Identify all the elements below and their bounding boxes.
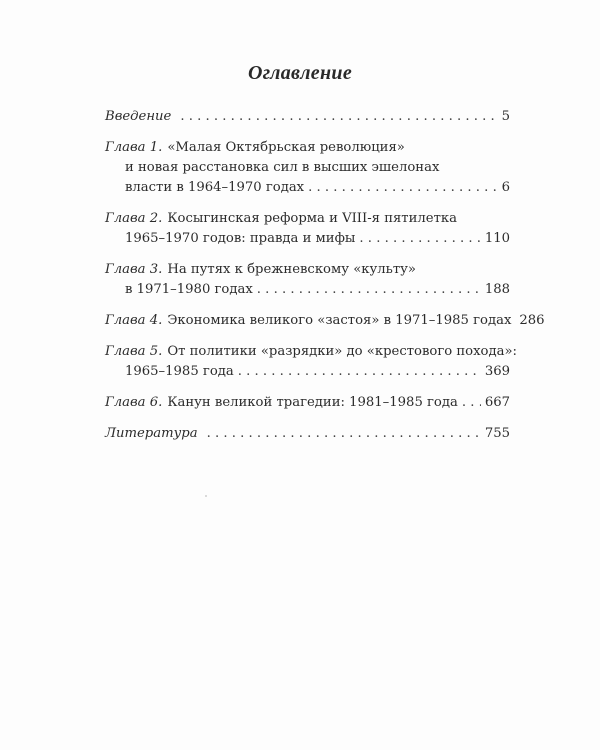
toc-line	[105, 158, 510, 178]
page-number: 755	[484, 426, 510, 441]
page-number: 110	[484, 231, 510, 246]
toc-line	[105, 178, 510, 198]
toc-entry-chapter-4[interactable]	[105, 311, 545, 331]
page-title: Оглавление	[247, 62, 352, 84]
chapter-title-line: в 1971–1980 годах	[125, 282, 253, 297]
toc-line	[105, 424, 510, 444]
entry-label: Литература	[105, 426, 198, 441]
table-of-contents	[105, 107, 545, 455]
toc-line	[105, 342, 517, 362]
chapter-label: Глава 6.	[105, 395, 163, 410]
page-number: 369	[484, 364, 510, 379]
chapter-title-line: Канун великой трагедии: 1981–1985 года	[167, 395, 458, 410]
toc-entry-chapter-6[interactable]	[105, 393, 510, 413]
chapter-label: Глава 4.	[105, 313, 163, 328]
toc-line	[105, 138, 510, 158]
toc-line	[105, 107, 510, 127]
page-number: 5	[501, 109, 510, 124]
dot-leader	[462, 393, 481, 413]
toc-line	[105, 260, 510, 280]
toc-entry-chapter-1[interactable]	[105, 138, 510, 198]
chapter-title-line: и новая расстановка сил в высших эшелонах	[125, 160, 440, 175]
toc-line	[105, 209, 510, 229]
dot-leader	[359, 229, 480, 249]
toc-line	[105, 311, 545, 331]
chapter-title-line: 1965–1970 годов: правда и мифы	[125, 231, 356, 246]
page-number: 188	[484, 282, 510, 297]
dot-leader	[238, 362, 481, 382]
chapter-title-line: «Малая Октябрьская революция»	[167, 140, 405, 155]
dot-leader	[207, 424, 481, 444]
chapter-label: Глава 2.	[105, 211, 163, 226]
page-number: 286	[519, 313, 545, 328]
dot-leader	[308, 178, 497, 198]
toc-entry-literature[interactable]	[105, 424, 510, 444]
toc-entry-chapter-5[interactable]	[105, 342, 517, 382]
chapter-title-line: власти в 1964–1970 годах	[125, 180, 305, 195]
toc-entry-chapter-3[interactable]	[105, 260, 510, 300]
dot-leader	[257, 280, 481, 300]
chapter-title-line: От политики «разрядки» до «крестового похода»:	[167, 344, 517, 359]
chapter-label: Глава 3.	[105, 262, 163, 277]
entry-label: Введение	[105, 109, 172, 124]
paper-speck	[205, 495, 207, 497]
toc-line	[105, 229, 510, 249]
dot-leader	[180, 107, 497, 127]
page-number: 667	[484, 395, 510, 410]
toc-line	[105, 280, 510, 300]
page-number: 6	[501, 180, 510, 195]
toc-line	[105, 362, 510, 382]
chapter-title-line: Экономика великого «застоя» в 1971–1985 годах	[167, 313, 512, 328]
chapter-label: Глава 1.	[105, 140, 163, 155]
toc-line	[105, 393, 510, 413]
chapter-title-line: На путях к брежневскому «культу»	[167, 262, 416, 277]
toc-entry-introduction[interactable]	[105, 107, 510, 127]
toc-entry-chapter-2[interactable]	[105, 209, 510, 249]
chapter-title-line: 1965–1985 года	[125, 364, 234, 379]
chapter-title-line: Косыгинская реформа и VIII-я пятилетка	[167, 211, 457, 226]
chapter-label: Глава 5.	[105, 344, 163, 359]
